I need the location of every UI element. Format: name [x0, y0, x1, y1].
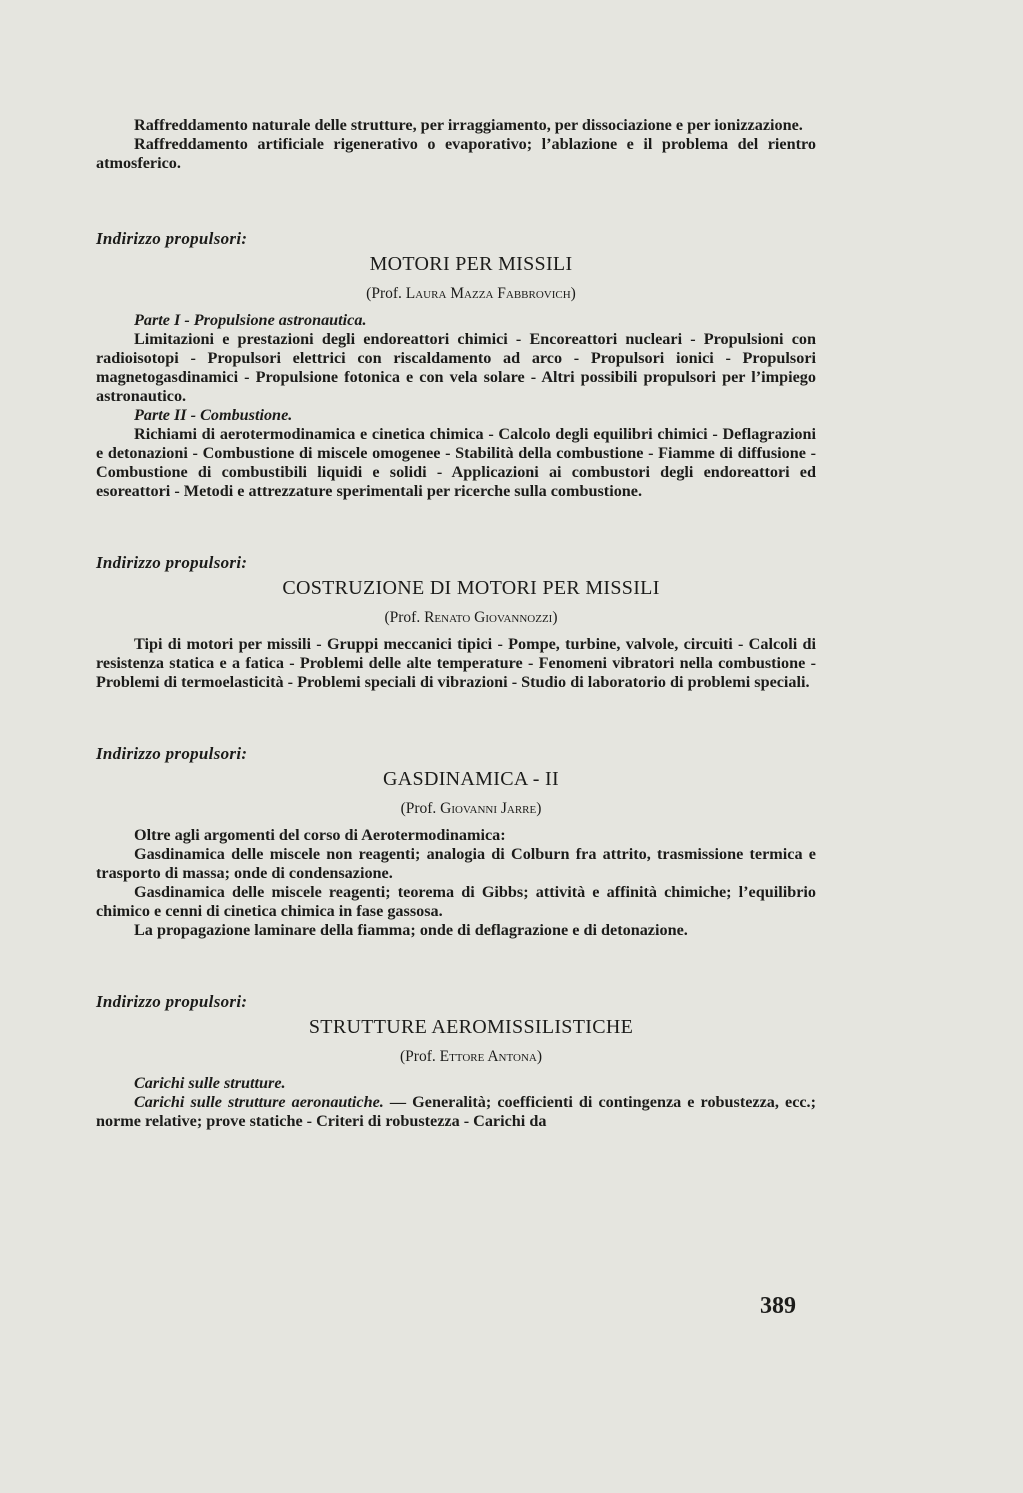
prof-prefix: (Prof. — [384, 609, 421, 626]
professor-name: Giovanni Jarre — [440, 800, 537, 817]
professor-name: Ettore Antona — [439, 1048, 537, 1065]
course-paragraph: Oltre agli argomenti del corso di Aerotermodinamica: — [134, 826, 506, 844]
professor-line — [96, 799, 816, 818]
professor-line — [96, 1047, 816, 1066]
part-heading: Carichi sulle strutture. — [134, 1074, 286, 1092]
course-paragraph: Gasdinamica delle miscele reagenti; teorema di Gibbs; attività e affinità chimiche; l’equilibrio chimico e cenni di cinetica chimica in fase gassosa. — [96, 883, 816, 920]
prof-suffix: ) — [552, 609, 558, 626]
track-heading: Indirizzo propulsori: — [96, 992, 248, 1011]
intro-paragraph-1: Raffreddamento naturale delle strutture, per irraggiamento, per dissociazione e per ionizzazione. — [134, 116, 803, 134]
prof-suffix: ) — [570, 285, 576, 302]
course-title: STRUTTURE AEROMISSILISTICHE — [308, 1016, 634, 1038]
professor-name: Renato Giovannozzi — [424, 609, 553, 626]
paragraph-text: — Generalità; coefficienti di contingenza e robustezza, ecc.; norme relative; prove statiche - Criteri di robustezza - Carichi da — [96, 1093, 816, 1130]
prof-suffix: ) — [536, 800, 542, 817]
course-title: COSTRUZIONE DI MOTORI PER MISSILI — [282, 577, 660, 599]
course-paragraph: Gasdinamica delle miscele non reagenti; analogia di Colburn fra attrito, trasmissione termica e trasporto di massa; onde di condensazione. — [96, 845, 816, 882]
part-heading: Parte I - Propulsione astronautica. — [134, 311, 367, 329]
professor-line — [96, 608, 816, 627]
paragraph-label: Carichi sulle strutture aeronautiche. — [134, 1093, 384, 1111]
prof-prefix: (Prof. — [400, 800, 437, 817]
course-paragraph: Limitazioni e prestazioni degli endoreattori chimici - Encoreattori nucleari - Propulsioni con radioisotopi - Propulsori elettrici con riscaldamento ad arco - Propulsori ionici - Propulsori magnetogasdinamici - Propulsione fotonica e con vela solare - Altri possibili propulsori per l’impiego astronautico. — [96, 330, 816, 405]
professor-line — [96, 284, 816, 303]
course-paragraph: Tipi di motori per missili - Gruppi meccanici tipici - Pompe, turbine, valvole, circuiti - Calcoli di resistenza statica e a fatica - Problemi delle alte temperature - Fenomeni vibratori nella combustione - Problemi di termoelasticità - Problemi speciali di vibrazioni - Studio di laboratorio di problemi speciali. — [96, 635, 816, 691]
page-number: 389 — [760, 1293, 796, 1319]
course-title: GASDINAMICA - II — [383, 768, 559, 790]
professor-name: Laura Mazza Fabbrovich — [405, 285, 571, 302]
page-content — [96, 116, 816, 1131]
course-paragraph: La propagazione laminare della fiamma; onde di deflagrazione e di detonazione. — [134, 921, 688, 939]
track-heading: Indirizzo propulsori: — [96, 229, 248, 248]
part-heading: Parte II - Combustione. — [134, 406, 293, 424]
prof-prefix: (Prof. — [400, 1048, 436, 1065]
prof-prefix: (Prof. — [366, 285, 402, 302]
track-heading: Indirizzo propulsori: — [96, 553, 248, 572]
track-heading: Indirizzo propulsori: — [96, 744, 248, 763]
course-paragraph — [96, 1093, 816, 1131]
intro-paragraph-2: Raffreddamento artificiale rigenerativo o evaporativo; l’ablazione e il problema del rientro atmosferico. — [96, 135, 816, 172]
prof-suffix: ) — [536, 1048, 542, 1065]
course-paragraph: Richiami di aerotermodinamica e cinetica chimica - Calcolo degli equilibri chimici - Deflagrazioni e detonazioni - Combustione di miscele omogenee - Stabilità della combustione - Fiamme di diffusione - Combustione di combustibili liquidi e solidi - Applicazioni ai combustori degli endoreattori ed esoreattori - Metodi e attrezzature sperimentali per ricerche sulla combustione. — [96, 425, 816, 500]
course-title: MOTORI PER MISSILI — [369, 253, 573, 275]
